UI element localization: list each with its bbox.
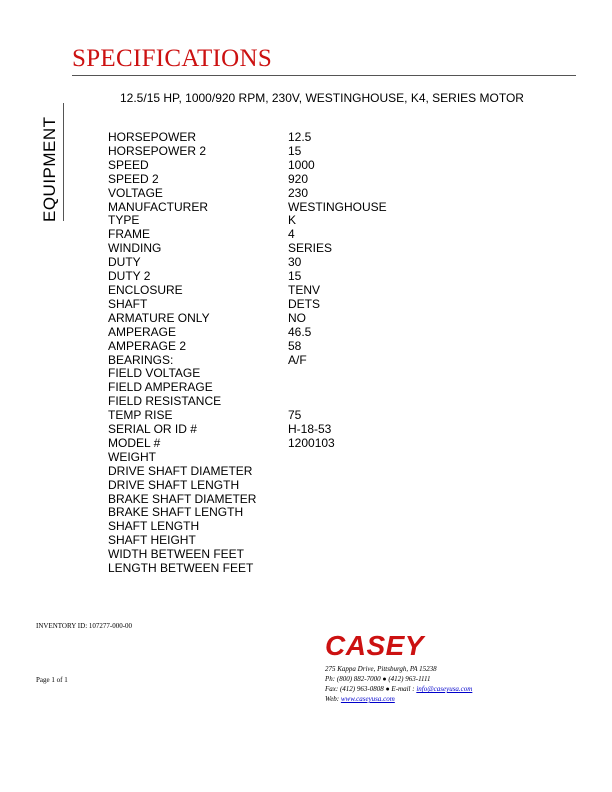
spec-value: 230 — [288, 185, 309, 200]
spec-row — [108, 187, 387, 201]
spec-label: FIELD VOLTAGE — [108, 366, 201, 381]
spec-value — [288, 520, 387, 534]
spec-value: 15 — [288, 143, 302, 158]
web-link[interactable]: www.caseyusa.com — [340, 695, 395, 703]
spec-value: 920 — [288, 171, 309, 186]
spec-value: H-18-53 — [288, 422, 332, 437]
spec-label: WIDTH BETWEEN FEET — [108, 547, 244, 562]
spec-label: BRAKE SHAFT LENGTH — [108, 505, 244, 520]
spec-row — [108, 437, 387, 451]
spec-value: A/F — [288, 352, 307, 367]
company-phone: Ph: (800) 882-7000 ● (412) 963-1111 — [325, 675, 431, 683]
spec-value: TENV — [288, 282, 321, 297]
spec-label: WINDING — [108, 241, 162, 256]
spec-row — [108, 312, 387, 326]
spec-label: BEARINGS: — [108, 352, 174, 367]
spec-row — [108, 242, 387, 256]
spec-row — [108, 326, 387, 340]
spec-label: MODEL # — [108, 435, 161, 450]
spec-label: DRIVE SHAFT DIAMETER — [108, 463, 253, 478]
spec-row — [108, 493, 387, 507]
spec-value: 15 — [288, 269, 302, 284]
spec-label: AMPERAGE — [108, 324, 177, 339]
spec-row — [108, 395, 387, 409]
spec-value — [288, 451, 387, 465]
spec-row — [108, 520, 387, 534]
spec-row — [108, 256, 387, 270]
spec-label: ARMATURE ONLY — [108, 310, 210, 325]
spec-label: DRIVE SHAFT LENGTH — [108, 477, 240, 492]
spec-row — [108, 214, 387, 228]
page-number: Page 1 of 1 — [36, 676, 68, 684]
equipment-subtitle: 12.5/15 HP, 1000/920 RPM, 230V, WESTINGHOUSE, K4, SERIES MOTOR — [120, 91, 524, 105]
company-web — [325, 694, 472, 704]
spec-label: BRAKE SHAFT DIAMETER — [108, 491, 257, 506]
spec-row — [108, 228, 387, 242]
spec-value — [288, 562, 387, 576]
spec-label: FRAME — [108, 227, 150, 242]
spec-label: FIELD RESISTANCE — [108, 394, 222, 409]
spec-value: 30 — [288, 255, 302, 270]
spec-label: SHAFT HEIGHT — [108, 533, 196, 548]
spec-value — [288, 381, 387, 395]
spec-value: K — [288, 213, 297, 228]
spec-row — [108, 354, 387, 368]
spec-label: SERIAL OR ID # — [108, 422, 197, 437]
spec-row — [108, 479, 387, 493]
spec-label: MANUFACTURER — [108, 199, 209, 214]
spec-value: SERIES — [288, 241, 333, 256]
web-label: Web: — [325, 695, 341, 703]
spec-label: VOLTAGE — [108, 185, 163, 200]
spec-value: DETS — [288, 296, 321, 311]
spec-row — [108, 131, 387, 145]
spec-label: TEMP RISE — [108, 408, 173, 423]
spec-row — [108, 145, 387, 159]
spec-row — [108, 562, 387, 576]
spec-row — [108, 270, 387, 284]
spec-value: 4 — [288, 227, 295, 242]
spec-label: FIELD AMPERAGE — [108, 380, 213, 395]
spec-row — [108, 298, 387, 312]
spec-value — [288, 367, 387, 381]
spec-row — [108, 409, 387, 423]
spec-value — [288, 548, 387, 562]
spec-row — [108, 159, 387, 173]
spec-value — [288, 465, 387, 479]
page-title: SPECIFICATIONS — [72, 45, 273, 72]
spec-label: ENCLOSURE — [108, 282, 183, 297]
spec-value — [288, 506, 387, 520]
spec-label: DUTY — [108, 255, 141, 270]
spec-value: 46.5 — [288, 324, 312, 339]
title-divider — [72, 75, 576, 76]
section-label-text: EQUIPMENT — [40, 116, 59, 222]
spec-label: SPEED 2 — [108, 171, 159, 186]
spec-row — [108, 534, 387, 548]
spec-label: SPEED — [108, 157, 149, 172]
email-link[interactable]: info@caseyusa.com — [416, 685, 473, 693]
spec-label: HORSEPOWER — [108, 130, 197, 144]
spec-value: 1200103 — [288, 435, 335, 450]
spec-value: 75 — [288, 408, 302, 423]
spec-label: HORSEPOWER 2 — [108, 143, 207, 158]
company-address: 275 Kappa Drive, Pittsburgh, PA 15238 — [325, 665, 437, 673]
spec-value: 12.5 — [288, 130, 312, 144]
spec-table — [108, 131, 387, 576]
spec-label: WEIGHT — [108, 449, 156, 464]
spec-value: WESTINGHOUSE — [288, 199, 387, 214]
spec-label: LENGTH BETWEEN FEET — [108, 561, 254, 576]
spec-value: NO — [288, 310, 306, 325]
inventory-id: INVENTORY ID: 107277-000-00 — [36, 622, 133, 630]
spec-label: SHAFT LENGTH — [108, 519, 200, 534]
spec-row — [108, 284, 387, 298]
company-logo: CASEY — [325, 630, 424, 661]
section-divider — [63, 103, 64, 221]
spec-value — [288, 395, 387, 409]
spec-value — [288, 479, 387, 493]
spec-value — [288, 534, 387, 548]
spec-label: SHAFT — [108, 296, 148, 311]
fax-label: Fax: (412) 963-0808 ● E-mail : — [325, 685, 417, 693]
spec-row — [108, 367, 387, 381]
spec-row — [108, 340, 387, 354]
spec-value: 58 — [288, 338, 302, 353]
spec-label: TYPE — [108, 213, 140, 228]
spec-row — [108, 451, 387, 465]
spec-label: DUTY 2 — [108, 269, 151, 284]
spec-row — [108, 548, 387, 562]
spec-row — [108, 381, 387, 395]
spec-value: 1000 — [288, 157, 315, 172]
spec-row — [108, 201, 387, 215]
spec-label: AMPERAGE 2 — [108, 338, 187, 353]
spec-row — [108, 423, 387, 437]
company-contact — [325, 664, 472, 704]
spec-row — [108, 506, 387, 520]
spec-row — [108, 465, 387, 479]
company-fax-email — [325, 684, 472, 694]
spec-value — [288, 493, 387, 507]
spec-row — [108, 173, 387, 187]
